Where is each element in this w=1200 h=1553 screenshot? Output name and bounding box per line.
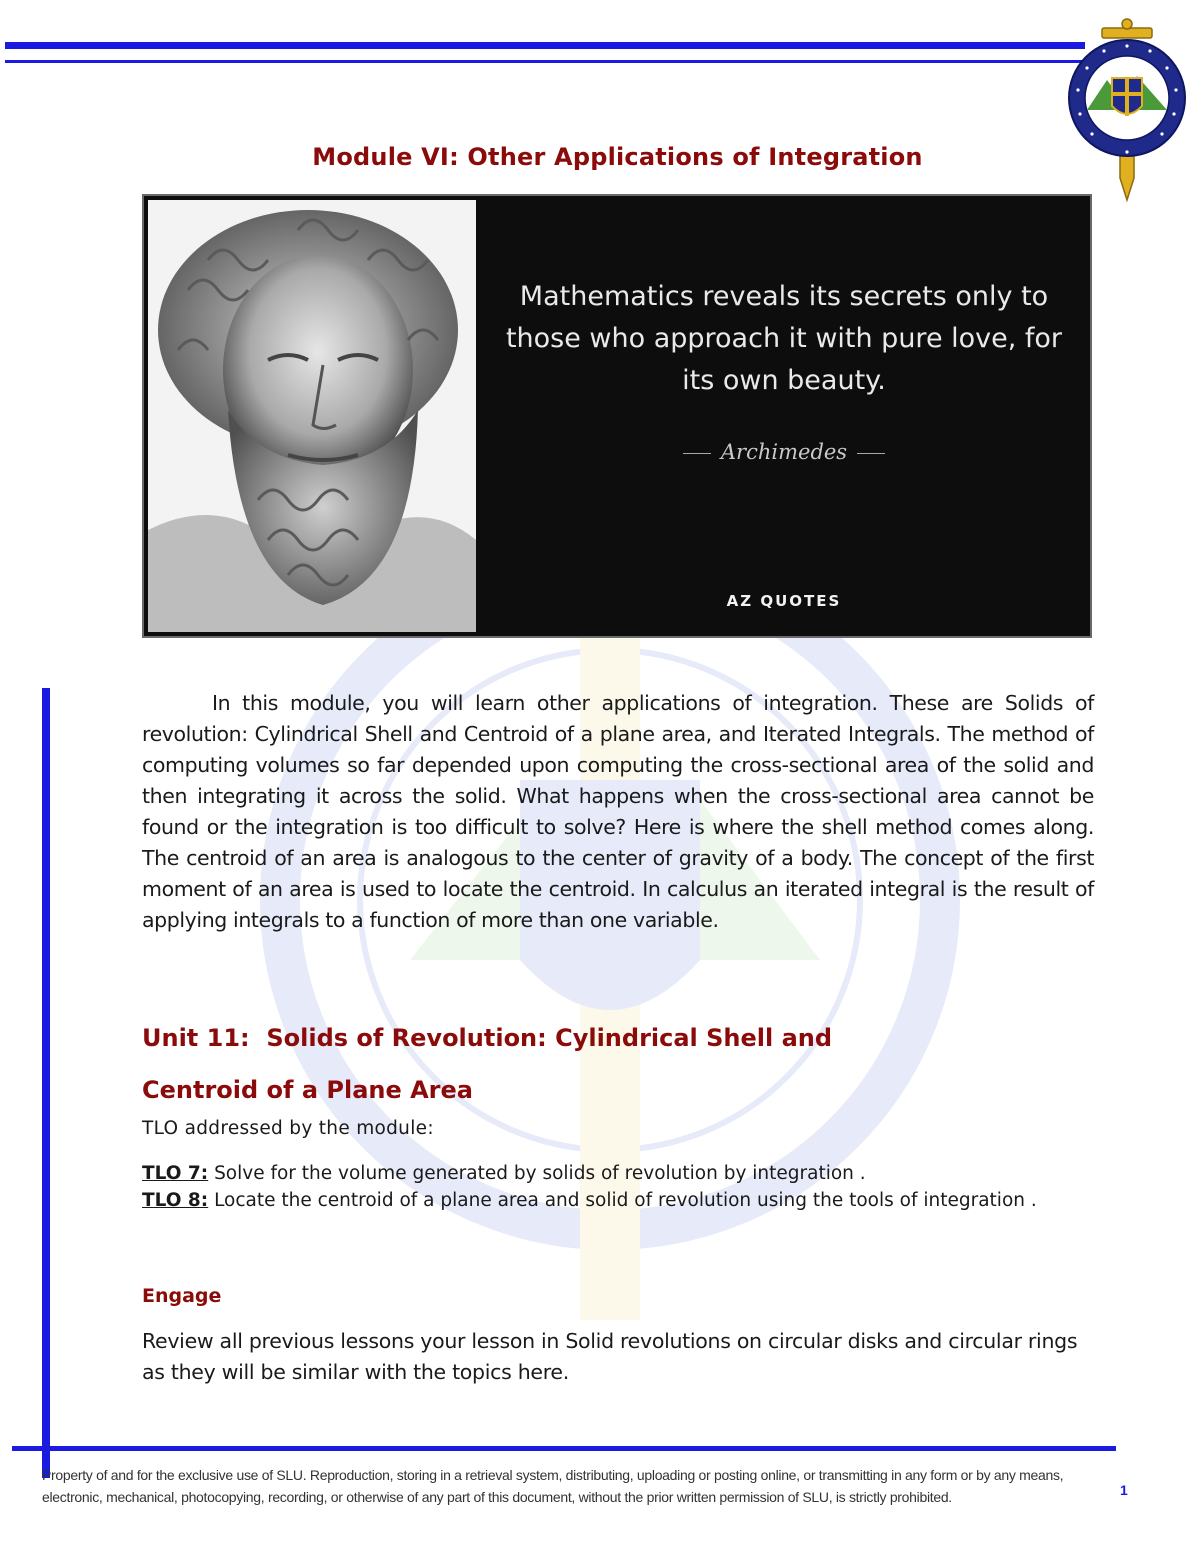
engage-heading: Engage — [142, 1285, 222, 1307]
tlo-label: TLO 8: — [142, 1190, 209, 1211]
author-dash-right — [857, 453, 885, 454]
archimedes-bust-image — [148, 200, 476, 632]
unit-title — [142, 1012, 1094, 1116]
quote-author-name: Archimedes — [720, 440, 848, 464]
quote-image — [142, 194, 1092, 638]
azquotes-brand: AZ QUOTES — [726, 592, 842, 610]
tlo-list — [142, 1160, 1094, 1214]
author-dash-left — [683, 453, 711, 454]
tlo-intro: TLO addressed by the module: — [142, 1118, 434, 1139]
tlo-text: Locate the centroid of a plane area and solid of revolution using the tools of integration . — [208, 1190, 1037, 1211]
footer-rule — [12, 1446, 1116, 1451]
unit-title-line-1: Unit 11: Solids of Revolution: Cylindrical Shell and — [142, 1024, 833, 1052]
university-seal-logo — [1062, 18, 1192, 203]
header-rule-thick — [5, 42, 1085, 49]
engage-text: Review all previous lessons your lesson in Solid revolutions on circular disks and circular rings as they will be similar with the topics here. — [142, 1329, 1078, 1384]
footer-copyright-notice: Property of and for the exclusive use of SLU. Reproduction, storing in a retrieval system, distributing, uploading or posting online, or transmitting in any form or by any means, electronic, mechanical, photocopying, recording, or otherwise of any part of this document, without the prior written permission of SLU, is strictly prohibited. — [42, 1467, 1064, 1505]
left-margin-bar — [42, 688, 50, 1478]
module-title: Module VI: Other Applications of Integration — [312, 143, 923, 171]
tlo-item — [142, 1187, 1094, 1214]
page-number: 1 — [1120, 1482, 1128, 1498]
header-rule-thin — [5, 60, 1085, 63]
tlo-label: TLO 7: — [142, 1163, 209, 1184]
quote-text: Mathematics reveals its secrets only to those who approach it with pure love, for its own beauty. — [505, 281, 1063, 396]
quote-author — [504, 440, 1064, 464]
tlo-item — [142, 1160, 1094, 1187]
intro-paragraph: In this module, you will learn other applications of integration. These are Solids of revolution: Cylindrical Shell and Centroid of a plane area, and Iterated Integrals. The method of computing volumes so far depended upon computing the cross-sectional area of the solid and then integrating it across the solid. What happens when the cross-sectional area cannot be found or the integration is too difficult to solve? Here is where the shell method comes along. The centroid of an area is analogous to the center of gravity of a body. The concept of the first moment of an area is used to locate the centroid. In calculus an iterated integral is the result of applying integrals to a function of more than one variable. — [142, 691, 1094, 932]
unit-title-line-2: Centroid of a Plane Area — [142, 1076, 473, 1104]
tlo-text: Solve for the volume generated by solids of revolution by integration . — [208, 1163, 866, 1184]
